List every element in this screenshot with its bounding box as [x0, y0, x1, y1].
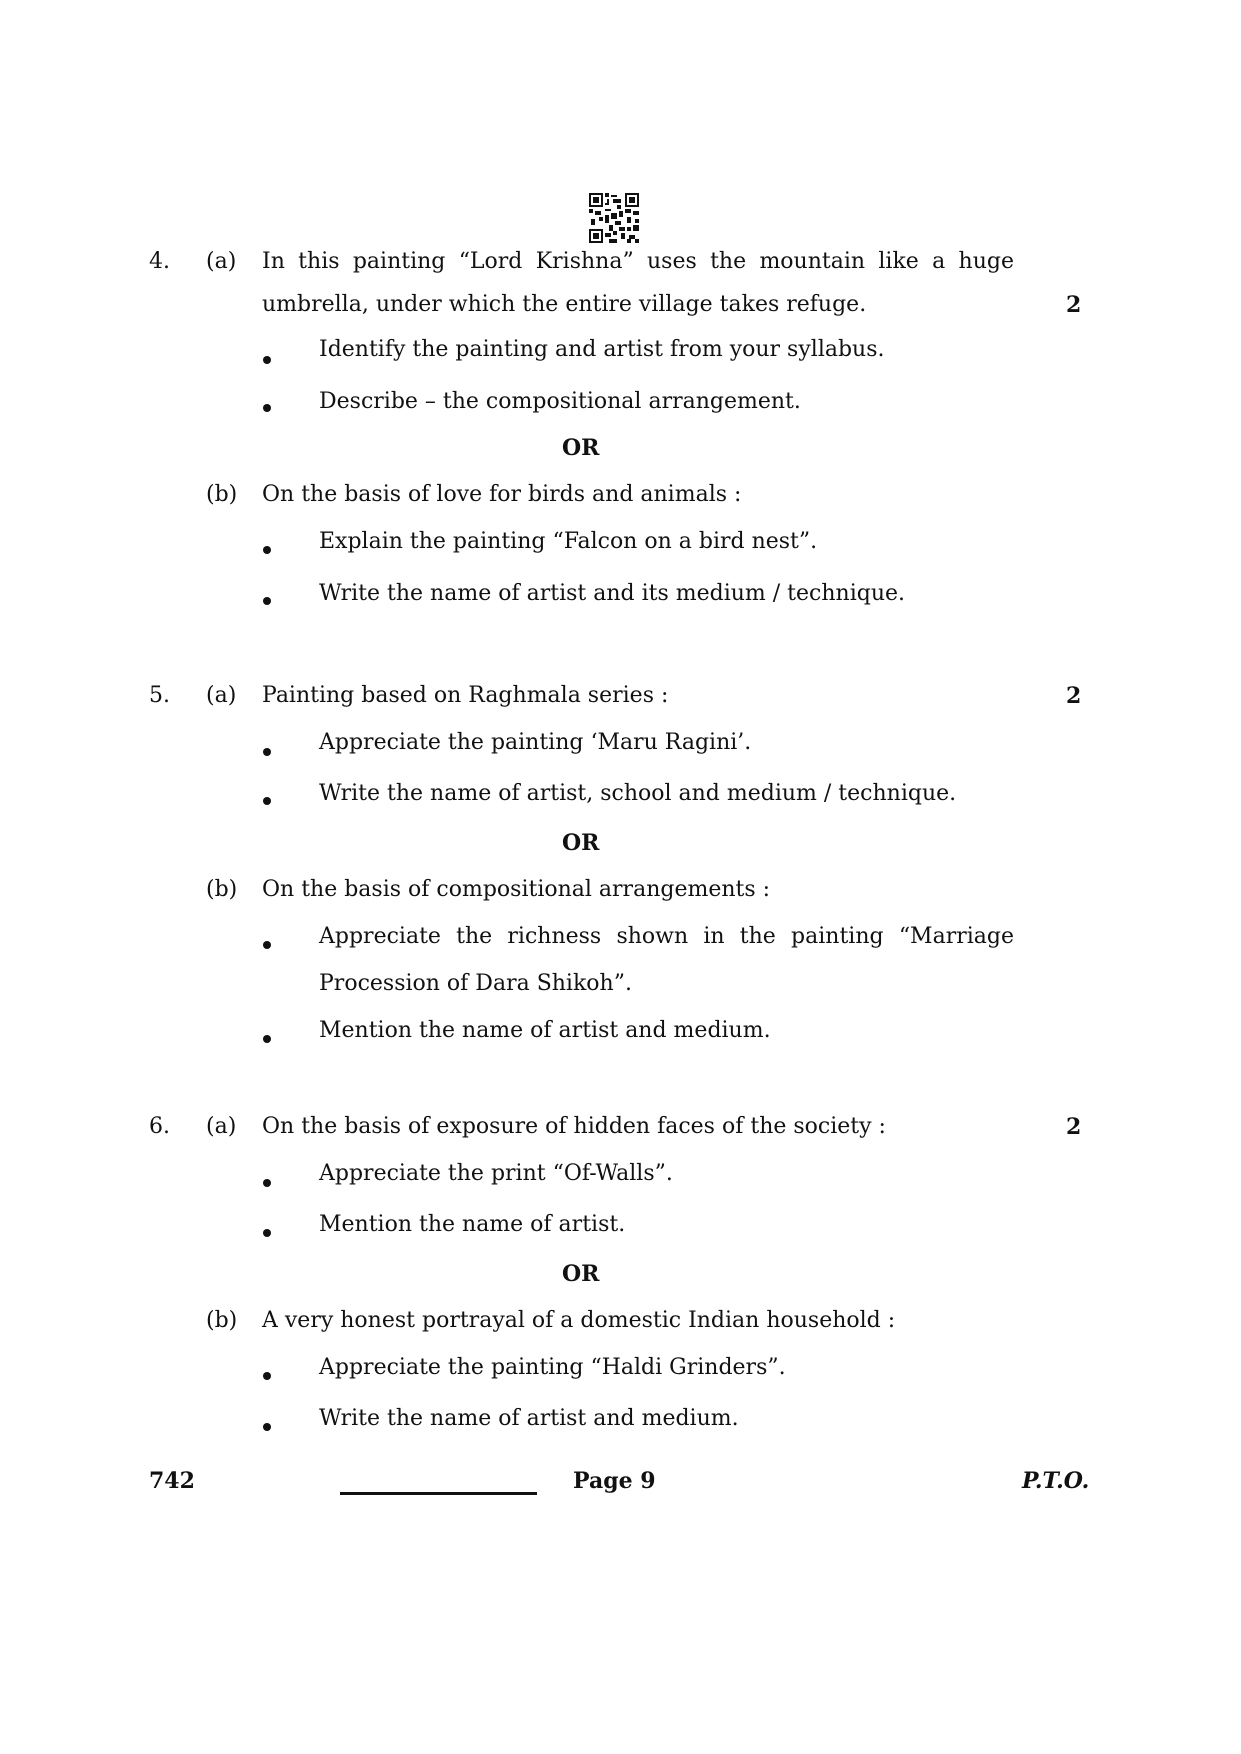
question-5a-bullet-2: Write the name of artist, school and medium / technique. [319, 781, 957, 806]
question-5a-text: Painting based on Raghmala series : [262, 683, 669, 708]
pto-label: P.T.O. [1022, 1468, 1090, 1494]
question-4a-text-line1: In this painting “Lord Krishna” uses the mountain like a huge [262, 249, 1014, 274]
question-5a-bullet-1: Appreciate the painting ‘Maru Ragini’. [319, 730, 752, 755]
question-6-or: OR [562, 1261, 600, 1287]
question-4a-label: (a) [206, 249, 237, 274]
question-6-marks: 2 [1066, 1114, 1082, 1140]
question-4-number: 4. [149, 249, 170, 274]
bullet-icon [263, 1229, 271, 1237]
question-6a-text: On the basis of exposure of hidden faces of the society : [262, 1114, 886, 1139]
question-6b-bullet-1: Appreciate the painting “Haldi Grinders”. [319, 1355, 786, 1380]
bullet-icon [263, 356, 271, 364]
bullet-icon [263, 546, 271, 554]
question-6a-bullet-1: Appreciate the print “Of-Walls”. [319, 1161, 673, 1186]
question-4-or: OR [562, 435, 600, 461]
question-4b-text: On the basis of love for birds and animals : [262, 482, 742, 507]
bullet-icon [263, 404, 271, 412]
question-6b-bullet-2: Write the name of artist and medium. [319, 1406, 739, 1431]
bullet-icon [263, 941, 271, 949]
bullet-icon [263, 748, 271, 756]
question-5b-label: (b) [206, 877, 238, 902]
question-5b-bullet-2: Mention the name of artist and medium. [319, 1018, 771, 1043]
page-number: Page 9 [573, 1468, 656, 1494]
question-5a-label: (a) [206, 683, 237, 708]
question-5b-text: On the basis of compositional arrangements : [262, 877, 771, 902]
bullet-icon [263, 1423, 271, 1431]
qr-code-icon [589, 193, 639, 243]
question-6-number: 6. [149, 1114, 170, 1139]
question-6b-label: (b) [206, 1308, 238, 1333]
question-5b-bullet-1-line2: Procession of Dara Shikoh”. [319, 971, 632, 996]
question-6a-label: (a) [206, 1114, 237, 1139]
question-4-marks: 2 [1066, 292, 1082, 318]
bullet-icon [263, 597, 271, 605]
bullet-icon [263, 1035, 271, 1043]
question-4a-bullet-1: Identify the painting and artist from your syllabus. [319, 337, 885, 362]
question-4a-bullet-2: Describe – the compositional arrangement. [319, 389, 801, 414]
question-5b-bullet-1-line1: Appreciate the richness shown in the painting “Marriage [319, 924, 1014, 949]
question-5-number: 5. [149, 683, 170, 708]
question-4b-label: (b) [206, 482, 238, 507]
question-4b-bullet-1: Explain the painting “Falcon on a bird nest”. [319, 529, 818, 554]
bullet-icon [263, 1179, 271, 1187]
question-6b-text: A very honest portrayal of a domestic Indian household : [262, 1308, 896, 1333]
footer-rule [340, 1492, 537, 1495]
bullet-icon [263, 797, 271, 805]
bullet-icon [263, 1372, 271, 1380]
question-5-marks: 2 [1066, 683, 1082, 709]
question-4b-bullet-2: Write the name of artist and its medium / technique. [319, 581, 905, 606]
question-4a-text-line2: umbrella, under which the entire village takes refuge. [262, 292, 867, 317]
question-5-or: OR [562, 830, 600, 856]
question-6a-bullet-2: Mention the name of artist. [319, 1212, 626, 1237]
paper-code: 742 [149, 1468, 195, 1494]
